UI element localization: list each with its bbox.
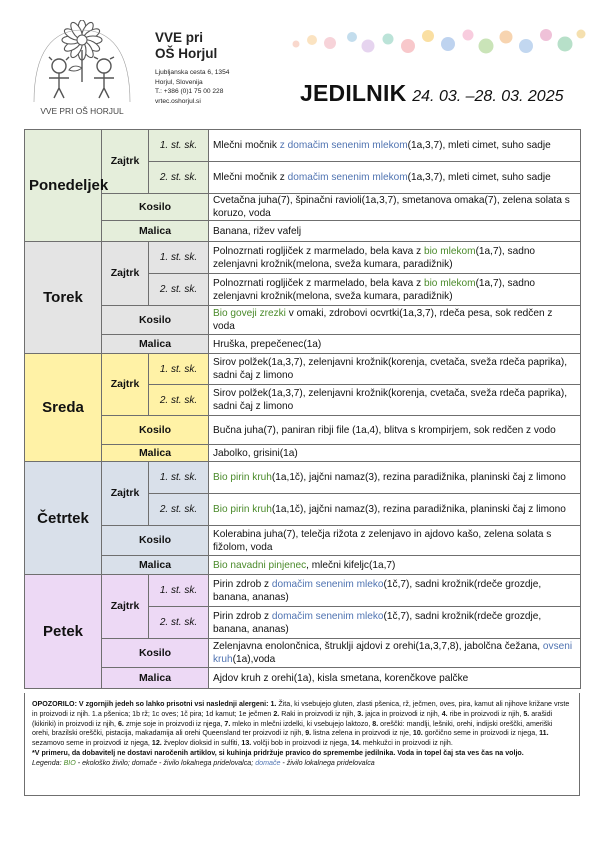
food-text: domačim senenim mlekom	[287, 172, 408, 183]
meal-label-breakfast: Zajtrk	[102, 242, 149, 306]
address-city: Horjul, Slovenija	[155, 78, 203, 86]
food-text: Pirin zdrob z	[213, 578, 272, 590]
menu-row	[25, 335, 581, 354]
allergen-number: 4.	[441, 709, 448, 718]
meal-label-snack: Malica	[102, 221, 209, 242]
email-address: vrtec.oshorjul.si	[155, 97, 201, 105]
food-text: Zelenjavna enolončnica, štruklji ajdovi z orehi(1a,3,7,8), jabolčna čežana,	[213, 641, 543, 652]
allergen-notes	[24, 693, 580, 796]
food-text: Banana, rižev vafelj	[213, 225, 302, 237]
allergen-number: 14.	[351, 739, 361, 748]
food-text: (1č,7), sadni krožnik(rdeče grozdje, banana, ananas)	[213, 578, 542, 603]
day-name: Ponedeljek	[25, 130, 102, 242]
allergen-number: 13.	[241, 739, 252, 748]
food-text: z domačim senenim mlekom	[279, 140, 408, 151]
meal-label-lunch: Kosilo	[102, 526, 209, 556]
food-text: Bio navadni pinjenec	[213, 559, 307, 571]
food-text: Bio pirin kruh	[213, 472, 272, 483]
menu-row	[25, 462, 581, 494]
allergen-text: ribe in proizvodi iz njih,	[447, 709, 524, 718]
allergen-warning	[32, 700, 571, 749]
menu-row	[25, 221, 581, 242]
snack-menu	[209, 445, 581, 462]
allergen-number: 3.	[357, 709, 364, 718]
food-text: Jabolko, grisini(1a)	[213, 447, 298, 459]
food-text: Kolerabina juha(7), telečja rižota z zelenjavo in ajdovo kašo, zelena solata s fižolom, voda	[213, 528, 552, 553]
meal-label-lunch: Kosilo	[102, 639, 209, 668]
food-text: Ajdov kruh z orehi(1a), kisla smetana, korenčkove palčke	[213, 672, 469, 684]
warning-label: OPOZORILO:	[32, 700, 77, 708]
food-text: bio mlekom	[423, 245, 476, 257]
food-text: Pirin zdrob z	[213, 610, 272, 622]
allergen-number: 7.	[224, 719, 231, 728]
legend	[32, 759, 571, 769]
allergen-number: 1.	[270, 700, 277, 708]
breakfast-shift1	[209, 575, 581, 607]
food-text: Mlečni močnik z	[213, 172, 288, 183]
allergen-text: Raki in proizvodi iz njih,	[279, 709, 358, 718]
legend-label: Legenda:	[32, 758, 64, 767]
decorative-dots	[290, 22, 586, 58]
food-text: v omaki, zdrobovi ocvrtki(1a,3,7), rdeča pesa, sok redčen z voda	[213, 308, 553, 332]
menu-row	[25, 354, 581, 385]
meal-label-snack: Malica	[102, 335, 209, 354]
allergen-text: mehkužci in proizvodi iz njih.	[360, 739, 453, 748]
day-name: Četrtek	[25, 462, 102, 575]
breakfast-shift1	[209, 242, 581, 274]
address-street: Ljubljanska cesta 6, 1354	[155, 69, 230, 76]
menu-row	[25, 575, 581, 607]
food-text: Sirov polžek(1a,3,7), zelenjavni krožnik(korenja, cvetača, sveža rdeča paprika), sadni čaj z limono	[213, 388, 568, 412]
meal-label-breakfast: Zajtrk	[102, 575, 149, 639]
shift-label: 2. st. sk.	[149, 607, 209, 639]
breakfast-shift1	[209, 130, 581, 162]
shift-label: 1. st. sk.	[149, 575, 209, 607]
menu-row	[25, 668, 581, 689]
lunch-menu	[209, 306, 581, 335]
allergen-number: 12.	[151, 739, 162, 748]
logo-caption: VVE PRI OŠ HORJUL	[40, 106, 124, 116]
menu-row	[25, 194, 581, 221]
snack-menu	[209, 556, 581, 575]
snack-menu	[209, 335, 581, 354]
menu-row	[25, 306, 581, 335]
allergen-text: gorčično seme in proizvodi iz njega,	[422, 729, 540, 738]
food-text: Sirov polžek(1a,3,7), zelenjavni krožnik(korenja, cvetača, sveža rdeča paprika), sadni čaj z limono	[213, 357, 568, 381]
food-text: (1a,3,7), mleti cimet, suho sadje	[407, 140, 551, 151]
breakfast-shift1	[209, 354, 581, 385]
food-text: Cvetačna juha(7), špinačni ravioli(1a,3,7), smetanova omaka(7), zelena solata s koruzo, voda	[213, 195, 570, 219]
breakfast-shift2	[209, 607, 581, 639]
meal-label-breakfast: Zajtrk	[102, 130, 149, 194]
phone-number: T.: +386 (0)1 75 00 228	[155, 88, 224, 96]
weekly-menu-table	[24, 129, 581, 689]
allergen-number: 5.	[523, 709, 530, 718]
meal-label-breakfast: Zajtrk	[102, 462, 149, 526]
warning-text: V zgornjih jedeh so lahko prisotni vsi naslednji alergeni:	[76, 700, 271, 708]
meal-label-snack: Malica	[102, 445, 209, 462]
meal-label-lunch: Kosilo	[102, 416, 209, 445]
food-text: (1a,1č), jajčni namaz(3), rezina paradižnika, planinski čaj z limono	[271, 472, 566, 483]
allergen-text: sezamovo seme in proizvodi iz njega,	[32, 739, 152, 748]
legend-local-text: - živilo lokalnega pridelovalca	[280, 758, 375, 767]
shift-label: 2. st. sk.	[149, 385, 209, 416]
day-name: Petek	[25, 575, 102, 689]
allergen-number: 10.	[412, 729, 423, 738]
breakfast-shift2	[209, 385, 581, 416]
menu-row	[25, 639, 581, 668]
day-name: Torek	[25, 242, 102, 354]
shift-label: 2. st. sk.	[149, 162, 209, 194]
food-text: Bio goveji zrezki	[213, 308, 286, 319]
food-text: , mlečni kifeljc(1a,7)	[306, 559, 396, 571]
food-text: domačim senenim mleko	[271, 578, 384, 590]
allergen-text: jajca in proizvodi iz njih,	[363, 709, 442, 718]
food-text: ovseni kruh	[213, 641, 573, 665]
school-name-line1: VVE pri	[155, 30, 204, 45]
allergen-text: arašidi (kikiriki) in proizvodi iz njih,	[32, 709, 553, 728]
food-text: (1a),voda	[232, 654, 276, 665]
shift-label: 1. st. sk.	[149, 354, 209, 385]
allergen-text: žveplov dioksid in sulfiti,	[161, 739, 242, 748]
meal-label-lunch: Kosilo	[102, 194, 209, 221]
breakfast-shift2	[209, 162, 581, 194]
allergen-number: 6.	[117, 719, 124, 728]
food-text: (1a,7), sadno zelenjavni krožnik(melona, sveža kumara, paradižnik)	[213, 245, 536, 270]
title-text: JEDILNIK	[300, 80, 407, 106]
allergen-number: 2.	[273, 709, 280, 718]
food-text: bio mlekom	[423, 277, 476, 289]
school-name-line2: OŠ Horjul	[155, 46, 218, 61]
shift-label: 1. st. sk.	[149, 462, 209, 494]
legend-bio-text: - ekološko živilo; domače - živilo lokalnega pridelovalca;	[75, 758, 256, 767]
shift-label: 1. st. sk.	[149, 130, 209, 162]
legend-bio: BIO	[63, 758, 76, 767]
allergen-number: 8.	[372, 719, 379, 728]
menu-row	[25, 445, 581, 462]
school-info	[155, 30, 229, 106]
food-text: (1č,7), sadni krožnik(rdeče grozdje, banana, ananas)	[213, 610, 542, 635]
allergen-number: 9.	[305, 729, 312, 738]
shift-label: 2. st. sk.	[149, 274, 209, 306]
lunch-menu	[209, 416, 581, 445]
menu-row	[25, 556, 581, 575]
food-text: Polnozrnati rogljiček z marmelado, bela kava z	[213, 245, 424, 257]
food-text: Mlečni močnik	[213, 140, 280, 151]
change-notice: *V primeru, da dobavitelj ne dostavi naročenih artiklov, si kuhinja pridržuje pravico do spremembe jedilnika. Voda in topel čaj sta ves čas na voljo.	[32, 748, 524, 757]
snack-menu	[209, 221, 581, 242]
allergen-text: volčji bob in proizvodi iz njega,	[251, 739, 352, 748]
meal-label-lunch: Kosilo	[102, 306, 209, 335]
food-text: (1a,7), sadno zelenjavni krožnik(melona, sveža kumara, paradižnik)	[213, 277, 536, 302]
food-text: Polnozrnati rogljiček z marmelado, bela kava z	[213, 277, 424, 289]
flower-icon	[62, 20, 102, 82]
snack-menu	[209, 668, 581, 689]
legend-local: domače	[255, 758, 281, 767]
food-text: Hruška, prepečenec(1a)	[213, 338, 322, 350]
food-text: Bio pirin kruh	[213, 504, 272, 515]
meal-label-snack: Malica	[102, 556, 209, 575]
menu-row	[25, 242, 581, 274]
allergen-text: zrnje soje in proizvodi iz njega,	[123, 719, 225, 728]
meal-label-breakfast: Zajtrk	[102, 354, 149, 416]
menu-row	[25, 526, 581, 556]
menu-title	[300, 80, 564, 107]
shift-label: 1. st. sk.	[149, 242, 209, 274]
title-dates: 24. 03. –28. 03. 2025	[412, 88, 564, 105]
lunch-menu	[209, 194, 581, 221]
shift-label: 2. st. sk.	[149, 494, 209, 526]
breakfast-shift2	[209, 274, 581, 306]
allergen-text: oreščki: mandlji, lešniki, orehi, indijski oreščki, ameriški orehi, brazilski oreščki, pistacija, makadamija ali orehi Queensland ter proizvodi iz njih,	[32, 719, 553, 738]
food-text: (1a,1č), jajčni namaz(3), rezina paradižnika, planinski čaj z limono	[271, 504, 566, 515]
menu-row	[25, 130, 581, 162]
day-name: Sreda	[25, 354, 102, 462]
meal-label-snack: Malica	[102, 668, 209, 689]
food-text: (1a,3,7), mleti cimet, suho sadje	[407, 172, 551, 183]
breakfast-shift1	[209, 462, 581, 494]
allergen-text: mleko in mlečni izdelki, ki vsebujejo laktozo,	[230, 719, 373, 728]
allergen-number: 11.	[539, 729, 549, 738]
allergen-text: listna zelena in proizvodi iz nje,	[311, 729, 413, 738]
food-text: domačim senenim mleko	[271, 610, 384, 622]
lunch-menu	[209, 526, 581, 556]
food-text: Bučna juha(7), paniran ribji file (1a,4), blitva s krompirjem, sok redčen z vodo	[213, 424, 556, 436]
lunch-menu	[209, 639, 581, 668]
menu-row	[25, 416, 581, 445]
breakfast-shift2	[209, 494, 581, 526]
allergen-text: Žita, ki vsebujejo gluten, zlasti pšenica, rž, ječmen, oves, pira, kamut ali njihove križane vrste in proizvodi iz njih. 1.a pšenica; 1b rž; 1c oves; 1č pira; 1d kamut; 1e ječmen	[32, 700, 570, 718]
kindergarten-logo	[26, 20, 138, 118]
